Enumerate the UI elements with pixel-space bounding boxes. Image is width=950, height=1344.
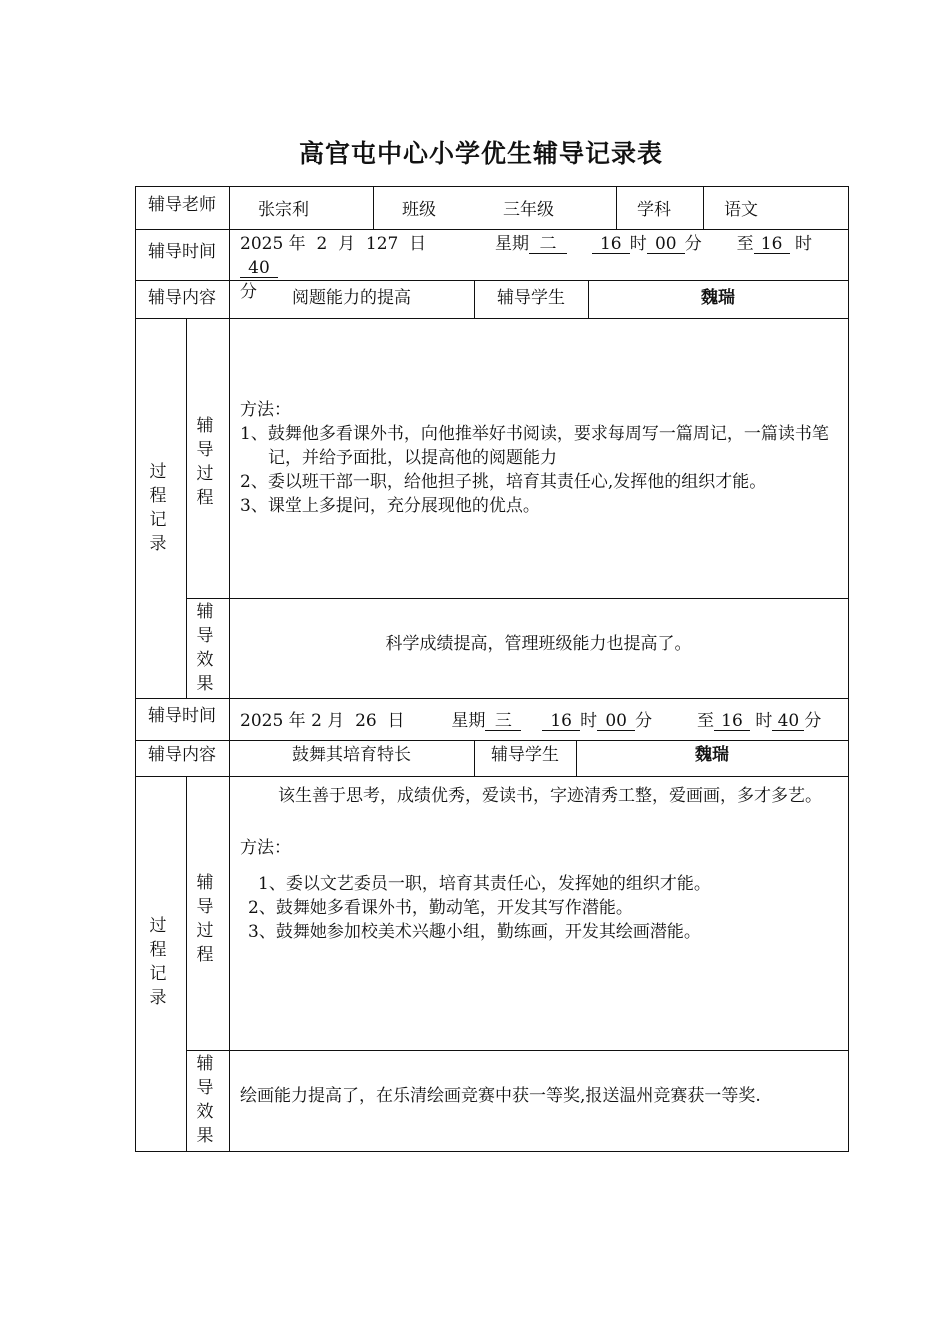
session2-hour-unit: 时 — [580, 711, 598, 731]
session2-method-item: 1、委以文艺委员一职，培育其责任心，发挥她的组织才能。 — [258, 874, 711, 894]
session1-min-unit: 分 — [684, 234, 702, 254]
session2-date: 2025 年 2 月 26 日 — [240, 711, 405, 731]
table-line — [135, 318, 849, 319]
session2-effect: 绘画能力提高了，在乐清绘画竞赛中获一等奖,报送温州竞赛获一等奖. — [240, 1086, 761, 1106]
session2-process-label — [193, 871, 217, 967]
session2-content-label: 辅导内容 — [148, 745, 216, 765]
table-line — [186, 776, 187, 1151]
session1-end-hour: 16 — [754, 235, 790, 254]
table-line — [186, 598, 849, 599]
session2-record-label — [146, 914, 170, 1010]
session1-process-label — [193, 414, 217, 510]
session2-end-hour: 16 — [714, 712, 750, 731]
class-value: 三年级 — [503, 200, 554, 220]
session1-end-hour-unit: 时 — [795, 234, 813, 254]
session2-process-content — [240, 778, 840, 944]
session1-start-min: 00 — [647, 235, 685, 254]
session2-process-label-text: 辅 导 过 程 — [196, 873, 214, 965]
session2-time — [240, 709, 845, 733]
session2-end-min-unit: 分 — [804, 711, 822, 731]
table-line — [135, 186, 849, 187]
table-line — [135, 186, 136, 1152]
teacher-label: 辅导老师 — [148, 195, 216, 215]
session1-date: 2025 年 2 月 127 日 — [240, 234, 427, 254]
session1-start-hour: 16 — [592, 235, 630, 254]
session2-intro: 该生善于思考，成绩优秀，爱读书，字迹清秀工整，爱画画，多才多艺。 — [278, 786, 822, 806]
session1-effect-label-text: 辅 导 效 果 — [196, 602, 214, 694]
table-line — [135, 1151, 849, 1152]
table-line — [135, 740, 849, 741]
session1-weekday-label: 星期 — [494, 234, 529, 254]
session1-record-label-text: 过 程 记 录 — [149, 462, 167, 554]
session1-effect-label — [193, 600, 217, 696]
table-line — [135, 698, 849, 699]
session1-method-item: 1、鼓舞他多看课外书，向他推举好书阅读，要求每周写一篇周记，一篇读书笔记，并给予面批，以提高他的阅题能力 — [240, 424, 829, 468]
session2-start-min: 00 — [597, 712, 635, 731]
session2-method-title: 方法： — [240, 838, 291, 858]
session2-end-min: 40 — [772, 712, 804, 731]
table-line — [229, 186, 230, 1152]
session2-record-label-text: 过 程 记 录 — [149, 916, 167, 1008]
table-line — [186, 1050, 849, 1051]
session1-end-min-unit: 分 — [240, 282, 257, 302]
session2-time-label: 辅导时间 — [148, 706, 216, 726]
page-title: 高官屯中心小学优生辅导记录表 — [298, 139, 663, 168]
session1-content-label: 辅导内容 — [148, 288, 216, 308]
session2-min-unit: 分 — [635, 711, 653, 731]
session1-time-label: 辅导时间 — [148, 242, 216, 262]
session1-weekday: 二 — [529, 235, 567, 254]
session2-to-label: 至 — [696, 711, 714, 731]
teacher-name: 张宗利 — [258, 200, 309, 220]
session2-student: 魏瑞 — [695, 745, 729, 765]
session1-process-content — [240, 398, 840, 518]
session1-student: 魏瑞 — [701, 288, 735, 308]
session2-student-label: 辅导学生 — [491, 745, 559, 765]
session1-end-min: 40 — [240, 259, 278, 278]
session2-method-item: 2、鼓舞她多看课外书，勤动笔，开发其写作潜能。 — [248, 898, 633, 918]
session1-method-title: 方法： — [240, 400, 291, 420]
class-label: 班级 — [402, 200, 436, 220]
session2-content: 鼓舞其培育特长 — [292, 745, 411, 765]
session2-weekday-label: 星期 — [451, 711, 486, 731]
table-line — [135, 776, 849, 777]
session1-record-label — [146, 460, 170, 556]
session2-method-item: 3、鼓舞她参加校美术兴趣小组，勤练画，开发其绘画潜能。 — [248, 922, 701, 942]
session2-effect-label — [193, 1052, 217, 1148]
session2-start-hour: 16 — [542, 712, 580, 731]
session1-to-label: 至 — [736, 234, 754, 254]
table-line — [848, 186, 849, 1152]
subject-value: 语文 — [724, 200, 758, 220]
session2-end-hour-unit: 时 — [755, 711, 773, 731]
table-line — [616, 186, 617, 229]
session1-hour-unit: 时 — [629, 234, 647, 254]
session1-content: 阅题能力的提高 — [292, 288, 411, 308]
table-line — [373, 186, 374, 229]
session1-method-item: 2、委以班干部一职，给他担子挑，培育其责任心,发挥他的组织才能。 — [240, 472, 767, 492]
subject-label: 学科 — [637, 200, 671, 220]
session1-student-label: 辅导学生 — [497, 288, 565, 308]
table-line — [703, 186, 704, 229]
session1-effect: 科学成绩提高，管理班级能力也提高了。 — [385, 634, 692, 654]
session1-method-item: 3、课堂上多提问，充分展现他的优点。 — [240, 496, 540, 516]
table-line — [135, 229, 849, 230]
session2-effect-label-text: 辅 导 效 果 — [196, 1054, 214, 1146]
session2-weekday: 三 — [485, 712, 521, 731]
session1-process-label-text: 辅 导 过 程 — [196, 416, 214, 508]
table-line — [186, 318, 187, 698]
